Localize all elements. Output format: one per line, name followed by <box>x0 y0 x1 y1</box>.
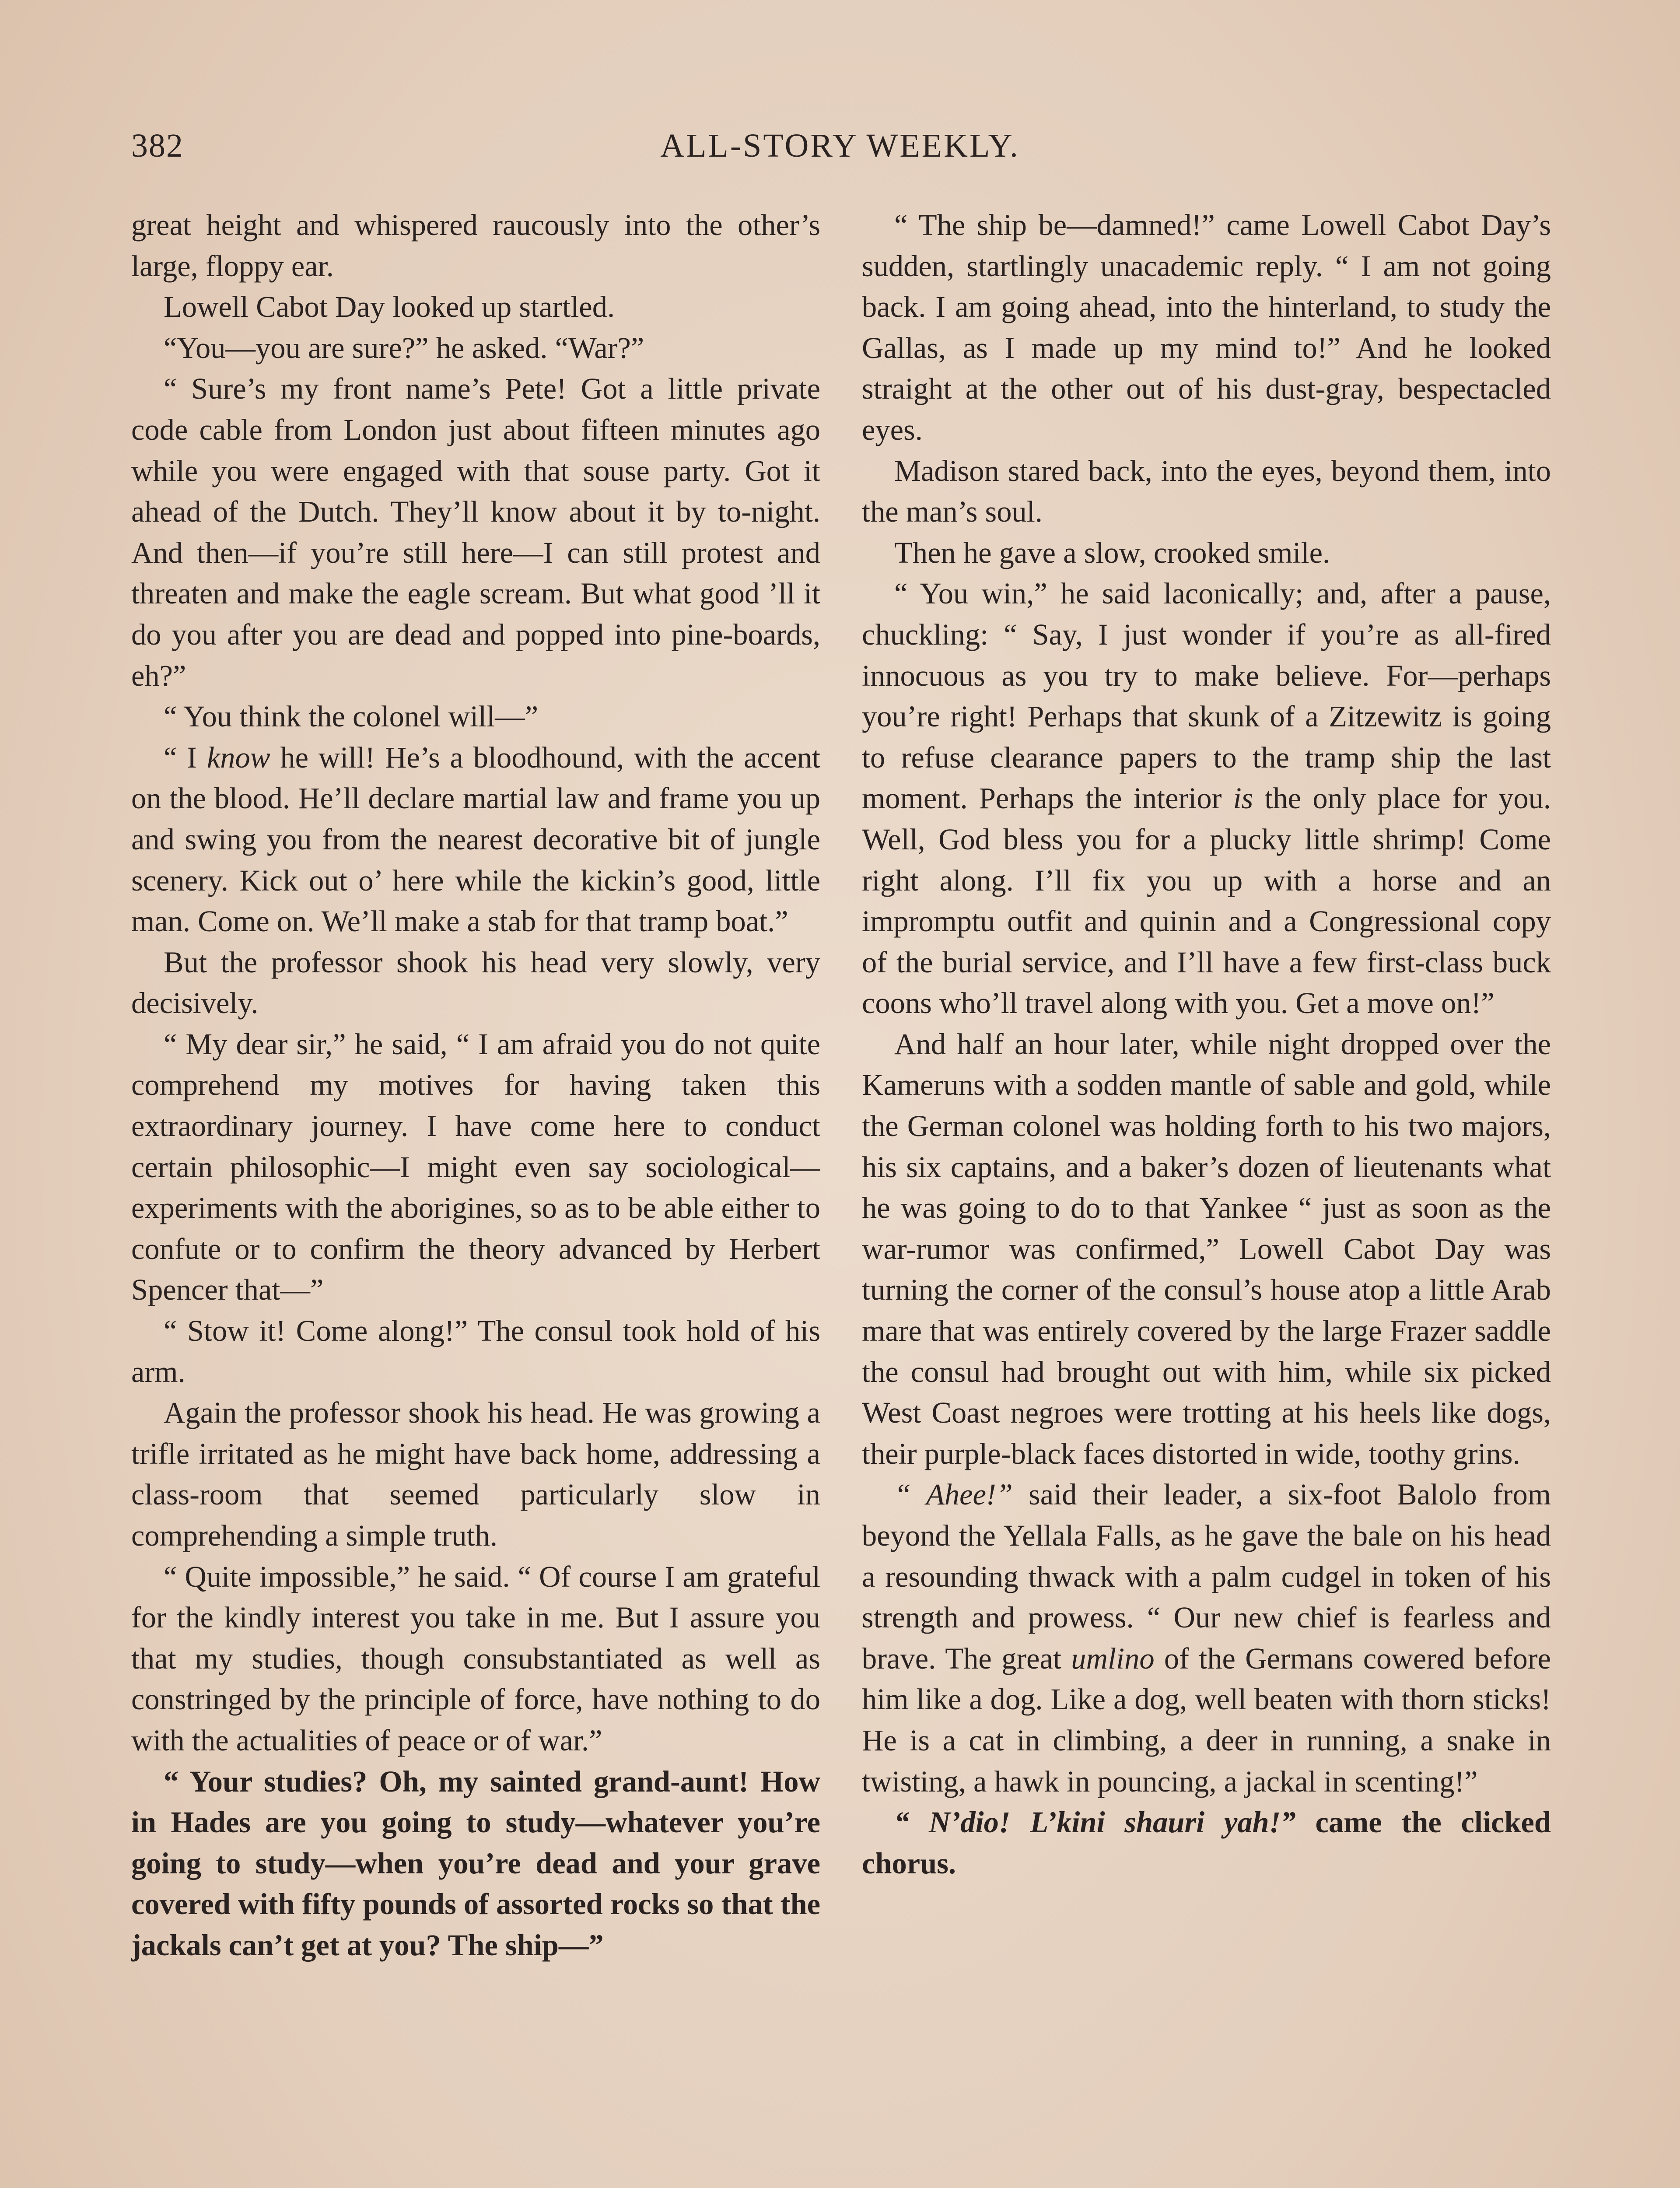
paragraph-text: of the Germans cowered before him like a dog. Like a dog, well beaten with thorn sticks! He is a cat in climbing, a deer in running, a snake in twisting, a hawk in pouncing, a jackal in scenting!” <box>862 1641 1551 1798</box>
italic-text: “ N’dio! L’kini shauri yah!” <box>894 1806 1296 1839</box>
paragraph-text: he will! He’s a bloodhound, with the accent on the blood. He’ll declare martial law and frame you up and swing you from the nearest decorative bit of jungle scenery. Kick out o’ here while the kickin’s good, little man. Come on. We’ll make a stab for that tramp boat.” <box>131 740 820 938</box>
paragraph <box>131 1557 820 1761</box>
paragraph <box>131 942 820 1024</box>
paragraph <box>131 1311 820 1392</box>
paragraph <box>131 1392 820 1556</box>
paragraph <box>131 368 820 696</box>
paragraph <box>862 1024 1551 1475</box>
paragraph-text: came the clicked chorus. <box>862 1806 1551 1880</box>
paragraph-text: Madison stared back, into the eyes, beyond them, into the man’s soul. <box>862 454 1551 529</box>
paragraph-text: “ Stow it! Come along!” The consul took hold of his arm. <box>131 1314 820 1389</box>
paragraph <box>131 328 820 369</box>
paragraph-text: But the professor shook his head very slowly, very decisively. <box>131 945 820 1020</box>
paragraph <box>862 451 1551 533</box>
paragraph-text: “ You win,” he said laconically; and, after a pause, chuckling: “ Say, I just wonder if you’re as all-fired innocuous as you try to make believe. For—perhaps you’re right! Perhaps that skunk of a Zitzewitz is going to refuse clearance papers to the tramp ship the last moment. Perhaps the interior <box>862 577 1551 815</box>
paragraph <box>131 1024 820 1311</box>
paragraph-text: great height and whispered raucously into the other’s large, floppy ear. <box>131 208 820 283</box>
left-text-column <box>131 205 820 2188</box>
paragraph-text: “ The ship be—damned!” came Lowell Cabot Day’s sudden, startlingly unacademic reply. “ I am not going back. I am going ahead, into the hinterland, to study the Gallas, as I made up my mind to!” And he looked straight at the other out of his dust-gray, bespectacled eyes. <box>862 208 1551 446</box>
paragraph <box>862 533 1551 574</box>
paragraph <box>862 573 1551 1024</box>
paragraph-text: And half an hour later, while night dropped over the Kameruns with a sodden mantle of sable and gold, while the German colonel was holding forth to his two majors, his six captains, and a baker’s dozen of lieutenants what he was going to do to that Yankee “ just as soon as the war-rumor was confirmed,” Lowell Cabot Day was turning the corner of the consul’s house atop a little Arab mare that was entirely covered by the large Frazer saddle the consul had brought out with him, while six picked West Coast negroes were trotting at his heels like dogs, their purple-black faces distorted in wide, toothy grins. <box>862 1027 1551 1470</box>
paragraph-text: the only place for you. Well, God bless you for a plucky little shrimp! Come right along. I’ll fix you up with a horse and an impromptu outfit and quinin and a Congressional copy of the burial service, and I’ll have a few first-class buck coons who’ll travel along with you. Get a move on!” <box>862 782 1551 1020</box>
paragraph-text: “You—you are sure?” he asked. “War?” <box>164 331 644 365</box>
paragraph-text: “ I <box>164 740 207 774</box>
paragraph <box>862 205 1551 451</box>
paragraph-text: Then he gave a slow, crooked smile. <box>894 536 1330 569</box>
paragraph-text: “ Your studies? Oh, my sainted grand-aunt! How in Hades are you going to study—whatever you’re going to study—when you’re dead and your grave covered with fifty pounds of assorted rocks so that the jackals can’t get at you? The ship—” <box>131 1764 820 1962</box>
italic-text: is <box>1233 782 1253 815</box>
paragraph-text: “ You think the colonel will—” <box>164 700 539 733</box>
page-header <box>131 127 1549 175</box>
right-text-column <box>862 205 1551 2188</box>
paragraph-text: said their leader, a six-foot Balolo from beyond the Yellala Falls, as he gave the bale on his head a resounding thwack with a palm cudgel in token of his strength and prowess. “ Our new chief is fearless and brave. The great <box>862 1478 1551 1675</box>
paragraph <box>131 205 820 287</box>
italic-text: know <box>206 740 270 774</box>
page-number: 382 <box>131 127 184 164</box>
paragraph-text: “ My dear sir,” he said, “ I am afraid you do not quite comprehend my motives for having taken this extraordinary journey. I have come here to conduct certain philosophic—I might even say sociological—experiments with the aborigines, so as to be able either to confute or to confirm the theory advanced by Herbert Spencer that—” <box>131 1027 820 1307</box>
paragraph-text: “ Sure’s my front name’s Pete! Got a little private code cable from London just about fifteen minutes ago while you were engaged with that souse party. Got it ahead of the Dutch. They’ll know about it by to-night. And then—if you’re still here—I can still protest and threaten and make the eagle scream. But what good ’ll it do you after you are dead and popped into pine-boards, eh?” <box>131 372 820 692</box>
paragraph <box>862 1474 1551 1802</box>
running-head: ALL-STORY WEEKLY. <box>660 127 1020 164</box>
paragraph <box>131 696 820 737</box>
paragraph <box>131 737 820 942</box>
paragraph <box>131 1761 820 1966</box>
italic-text: umlino <box>1071 1641 1155 1675</box>
paragraph-text: Lowell Cabot Day looked up startled. <box>164 290 615 324</box>
paragraph <box>862 1802 1551 1884</box>
paragraph <box>131 287 820 328</box>
paragraph-text: “ Quite impossible,” he said. “ Of course I am grateful for the kindly interest you take in me. But I assure you that my studies, though consubstantiated as well as constringed by the principle of force, have nothing to do with the actualities of peace or of war.” <box>131 1560 820 1757</box>
paragraph-text: Again the professor shook his head. He was growing a trifle irritated as he might have back home, addressing a class-room that seemed particularly slow in comprehending a simple truth. <box>131 1396 820 1552</box>
italic-text: “ Ahee!” <box>894 1478 1013 1511</box>
